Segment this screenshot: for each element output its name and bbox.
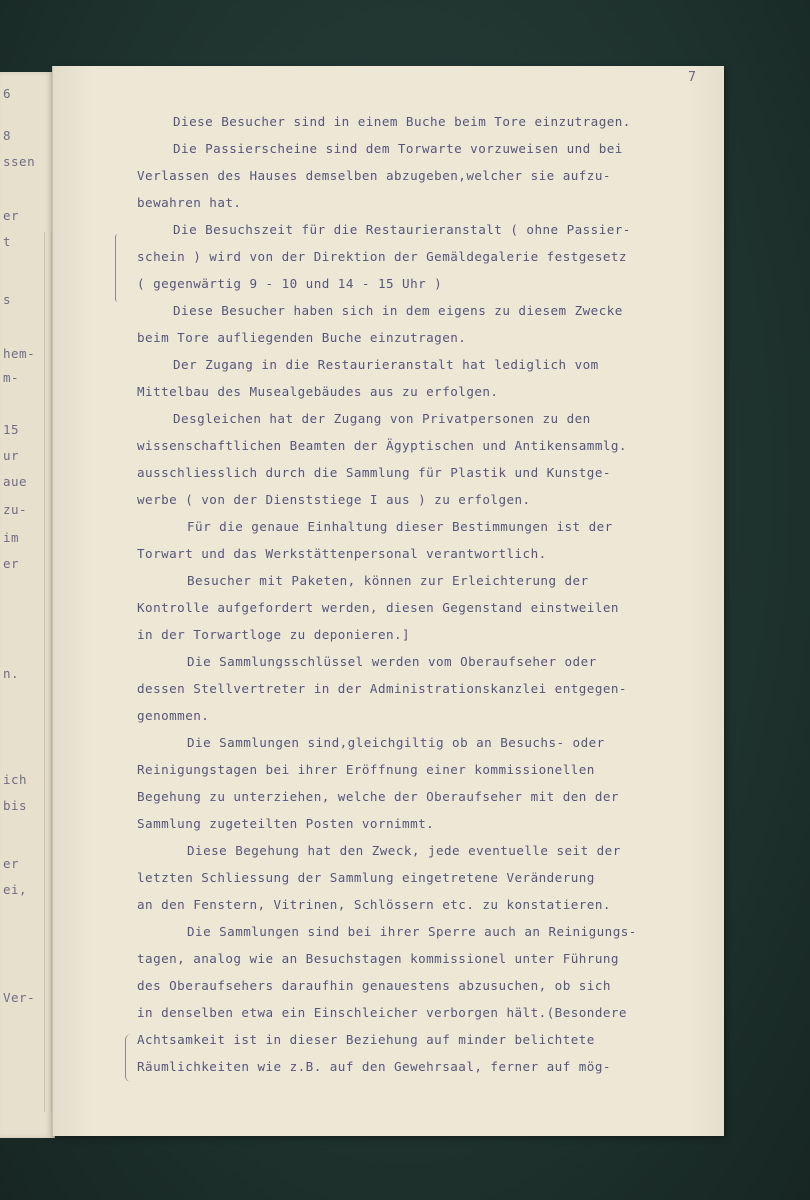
- left-fragment: ur: [3, 448, 20, 463]
- left-fragment: bis: [3, 798, 28, 813]
- left-fragment: ei,: [3, 882, 28, 897]
- text-line: Räumlichkeiten wie z.B. auf den Gewehrsaal, ferner auf mög-: [137, 1059, 611, 1074]
- text-line: Diese Besucher haben sich in dem eigens zu diesem Zwecke: [173, 303, 623, 318]
- left-fragment: zu-: [3, 502, 28, 517]
- text-line: in denselben etwa ein Einschleicher verborgen hält.(Besondere: [137, 1005, 627, 1020]
- text-line: Begehung zu unterziehen, welche der Oberaufseher mit den der: [137, 789, 619, 804]
- text-line: Mittelbau des Musealgebäudes aus zu erfolgen.: [137, 384, 499, 399]
- pencil-bracket-mark: [115, 234, 122, 302]
- left-page-number: 6: [3, 86, 12, 101]
- margin-rule: [44, 232, 52, 1112]
- text-line: des Oberaufsehers daraufhin genauestens abzusuchen, ob sich: [137, 978, 611, 993]
- left-fragment: t: [3, 234, 12, 249]
- text-line: beim Tore aufliegenden Buche einzutragen.: [137, 330, 467, 345]
- pencil-bracket-mark: [125, 1034, 134, 1082]
- left-fragment: n.: [3, 666, 20, 681]
- text-line: an den Fenstern, Vitrinen, Schlössern etc. zu konstatieren.: [137, 897, 611, 912]
- document-page: [52, 66, 724, 1136]
- text-line: Besucher mit Paketen, können zur Erleichterung der: [187, 573, 589, 588]
- text-line: tagen, analog wie an Besuchstagen kommissionel unter Führung: [137, 951, 619, 966]
- text-line: dessen Stellvertreter in der Administrationskanzlei entgegen-: [137, 681, 627, 696]
- text-line: Reinigungstagen bei ihrer Eröffnung einer kommissionellen: [137, 762, 595, 777]
- left-fragment: er: [3, 208, 20, 223]
- text-line: Kontrolle aufgefordert werden, diesen Gegenstand einstweilen: [137, 600, 619, 615]
- left-fragment: s: [3, 292, 12, 307]
- text-line: ( gegenwärtig 9 - 10 und 14 - 15 Uhr ): [137, 276, 443, 291]
- left-fragment: Ver-: [3, 990, 36, 1005]
- text-line: Die Sammlungsschlüssel werden vom Oberaufseher oder: [187, 654, 597, 669]
- text-line: genommen.: [137, 708, 210, 723]
- text-line: Die Sammlungen sind,gleichgiltig ob an Besuchs- oder: [187, 735, 605, 750]
- text-line: Die Besuchszeit für die Restaurieranstalt ( ohne Passier-: [173, 222, 631, 237]
- text-line: schein ) wird von der Direktion der Gemäldegalerie festgesetz: [137, 249, 627, 264]
- text-line: wissenschaftlichen Beamten der Ägyptischen und Antikensammlg.: [137, 438, 627, 453]
- left-fragment: im: [3, 530, 20, 545]
- left-fragment: ich: [3, 772, 28, 787]
- left-fragment: 8: [3, 128, 12, 143]
- text-line: Der Zugang in die Restaurieranstalt hat lediglich vom: [173, 357, 599, 372]
- text-line: Sammlung zugeteilten Posten vornimmt.: [137, 816, 435, 831]
- text-line: Achtsamkeit ist in dieser Beziehung auf minder belichtete: [137, 1032, 595, 1047]
- text-line: bewahren hat.: [137, 195, 242, 210]
- left-fragment: m-: [3, 370, 20, 385]
- left-fragment: er: [3, 856, 20, 871]
- text-line: Die Sammlungen sind bei ihrer Sperre auch an Reinigungs-: [187, 924, 637, 939]
- left-page-edge: [0, 72, 55, 1138]
- left-fragment: 15: [3, 422, 20, 437]
- text-line: werbe ( von der Dienststiege I aus ) zu erfolgen.: [137, 492, 531, 507]
- text-line: Diese Besucher sind in einem Buche beim Tore einzutragen.: [173, 114, 631, 129]
- text-line: Torwart und das Werkstättenpersonal verantwortlich.: [137, 546, 547, 561]
- left-fragment: aue: [3, 474, 28, 489]
- text-line: Für die genaue Einhaltung dieser Bestimmungen ist der: [187, 519, 613, 534]
- left-fragment: er: [3, 556, 20, 571]
- text-line: letzten Schliessung der Sammlung eingetretene Veränderung: [137, 870, 595, 885]
- text-line: ausschliesslich durch die Sammlung für Plastik und Kunstge-: [137, 465, 611, 480]
- left-fragment: ssen: [3, 154, 36, 169]
- text-line: in der Torwartloge zu deponieren.]: [137, 627, 411, 642]
- left-fragment: hem-: [3, 346, 36, 361]
- page-number: 7: [688, 70, 696, 85]
- text-line: Diese Begehung hat den Zweck, jede eventuelle seit der: [187, 843, 621, 858]
- text-line: Verlassen des Hauses demselben abzugeben,welcher sie aufzu-: [137, 168, 611, 183]
- text-line: Die Passierscheine sind dem Torwarte vorzuweisen und bei: [173, 141, 623, 156]
- text-line: Desgleichen hat der Zugang von Privatpersonen zu den: [173, 411, 591, 426]
